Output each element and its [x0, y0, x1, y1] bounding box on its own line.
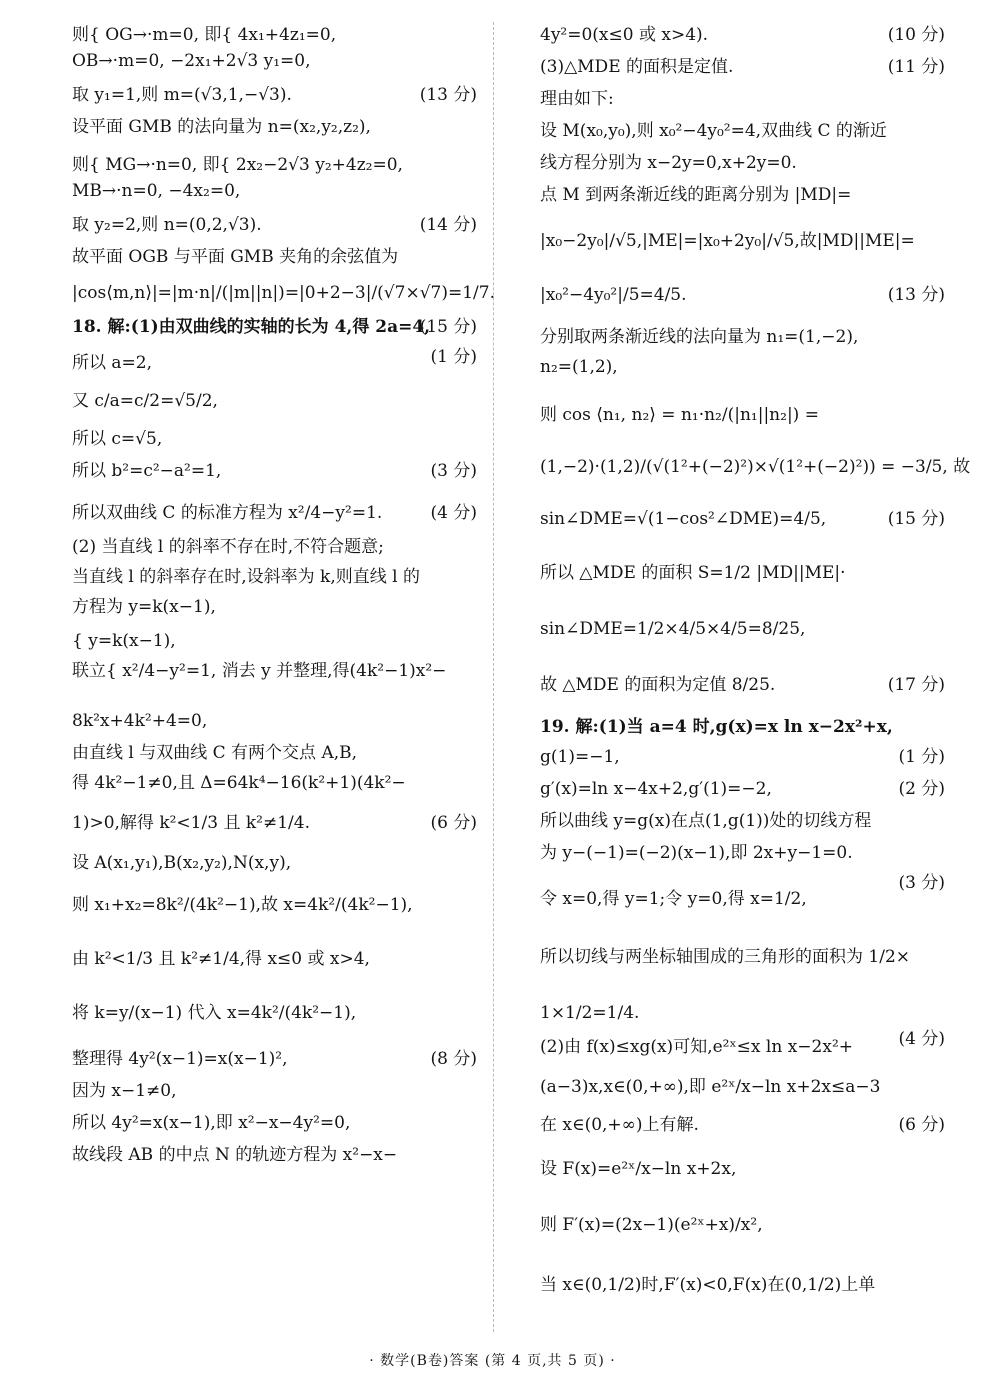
- text-line: [540, 808, 945, 834]
- score-label: (1 分): [430, 347, 477, 367]
- text-line: [72, 458, 477, 484]
- line-text: 1×1/2=1/4.: [540, 1003, 640, 1023]
- score-label: (1 分): [898, 747, 945, 767]
- text-line: [72, 350, 477, 376]
- text-line: [540, 714, 945, 740]
- text-line: [72, 314, 477, 340]
- line-text: 取 y₁=1,则 m=(√3,1,−√3).: [72, 85, 292, 105]
- line-text: 则 F′(x)=(2x−1)(e²ˣ+x)/x²,: [540, 1215, 763, 1235]
- line-text: 令 x=0,得 y=1;令 y=0,得 x=1/2,: [540, 889, 807, 909]
- line-text: 所以切线与两坐标轴围成的三角形的面积为 1/2×: [540, 947, 911, 967]
- line-text: sin∠DME=1/2×4/5×4/5=8/25,: [540, 619, 806, 639]
- text-line: [72, 22, 477, 48]
- line-text: 设平面 GMB 的法向量为 n=(x₂,y₂,z₂),: [72, 117, 371, 137]
- text-line: [540, 886, 945, 912]
- line-text: 当 x∈(0,1/2)时,F′(x)<0,F(x)在(0,1/2)上单: [540, 1275, 876, 1295]
- score-label: (4 分): [430, 503, 477, 523]
- line-text: 故 △MDE 的面积为定值 8/25.: [540, 675, 776, 695]
- line-text: (a−3)x,x∈(0,+∞),即 e²ˣ/x−ln x+2x≤a−3: [540, 1077, 881, 1097]
- score-label: (3 分): [430, 461, 477, 481]
- text-line: [540, 1074, 945, 1100]
- text-line: [72, 388, 477, 414]
- text-line: [72, 244, 477, 270]
- text-line: [72, 810, 477, 836]
- score-label: (10 分): [887, 25, 945, 45]
- score-label: (6 分): [898, 1115, 945, 1135]
- text-line: [72, 500, 477, 526]
- line-text: 所以 a=2,: [72, 353, 153, 373]
- text-line: [540, 672, 945, 698]
- text-line: [72, 1000, 477, 1026]
- line-text: 8k²x+4k²+4=0,: [72, 711, 208, 731]
- text-line: [540, 402, 945, 428]
- line-text: 设 F(x)=e²ˣ/x−ln x+2x,: [540, 1159, 737, 1179]
- text-line: [540, 944, 945, 970]
- text-line: [540, 1212, 945, 1238]
- line-text: 在 x∈(0,+∞)上有解.: [540, 1115, 699, 1135]
- text-line: [540, 506, 945, 532]
- line-text: (2)由 f(x)≤xg(x)可知,e²ˣ≤x ln x−2x²+: [540, 1037, 853, 1057]
- score-label: (13 分): [887, 285, 945, 305]
- line-text: 19. 解:(1)当 a=4 时,g(x)=x ln x−2x²+x,: [540, 717, 893, 737]
- line-text: 点 M 到两条渐近线的距离分别为 |MD|=: [540, 185, 852, 205]
- text-line: [72, 426, 477, 452]
- score-label: (14 分): [419, 215, 477, 235]
- score-label: (3 分): [898, 873, 945, 893]
- text-line: [540, 560, 945, 586]
- line-text: MB→·n=0, −4x₂=0,: [72, 181, 241, 201]
- line-text: g′(x)=ln x−4x+2,g′(1)=−2,: [540, 779, 772, 799]
- text-line: [72, 594, 477, 620]
- text-line: [540, 1112, 945, 1138]
- line-text: 方程为 y=k(x−1),: [72, 597, 216, 617]
- line-text: OB→·m=0, −2x₁+2√3 y₁=0,: [72, 51, 311, 71]
- line-text: sin∠DME=√(1−cos²∠DME)=4/5,: [540, 509, 827, 529]
- line-text: 联立{ x²/4−y²=1, 消去 y 并整理,得(4k²−1)x²−: [72, 661, 447, 681]
- line-text: 线方程分别为 x−2y=0,x+2y=0.: [540, 153, 797, 173]
- text-line: [72, 114, 477, 140]
- line-text: (3)△MDE 的面积是定值.: [540, 57, 734, 77]
- text-line: [540, 1034, 945, 1060]
- text-line: [72, 628, 477, 654]
- text-line: [540, 118, 945, 144]
- line-text: 所以 △MDE 的面积 S=1/2 |MD||ME|·: [540, 563, 846, 583]
- line-text: 当直线 l 的斜率存在时,设斜率为 k,则直线 l 的: [72, 567, 421, 587]
- line-text: 设 A(x₁,y₁),B(x₂,y₂),N(x,y),: [72, 853, 292, 873]
- line-text: 则{ OG→·m=0, 即{ 4x₁+4z₁=0,: [72, 25, 337, 45]
- text-line: [72, 534, 477, 560]
- text-line: [72, 1046, 477, 1072]
- column-divider: [493, 22, 494, 1332]
- line-text: 则{ MG→·n=0, 即{ 2x₂−2√3 y₂+4z₂=0,: [72, 155, 403, 175]
- text-line: [540, 86, 945, 112]
- line-text: |cos⟨m,n⟩|=|m·n|/(|m||n|)=|0+2−3|/(√7×√7)=1/7.: [72, 283, 495, 303]
- left-column: [72, 22, 495, 1168]
- text-line: [540, 840, 945, 866]
- line-text: 故线段 AB 的中点 N 的轨迹方程为 x²−x−: [72, 1145, 398, 1165]
- text-line: [72, 82, 477, 108]
- line-text: 所以 4y²=x(x−1),即 x²−x−4y²=0,: [72, 1113, 351, 1133]
- text-line: [72, 740, 477, 766]
- score-label: (17 分): [887, 675, 945, 695]
- line-text: 由直线 l 与双曲线 C 有两个交点 A,B,: [72, 743, 358, 763]
- text-line: [72, 280, 495, 306]
- line-text: 则 x₁+x₂=8k²/(4k²−1),故 x=4k²/(4k²−1),: [72, 895, 413, 915]
- text-line: [540, 354, 945, 380]
- score-label: (15 分): [887, 509, 945, 529]
- line-text: 4y²=0(x≤0 或 x>4).: [540, 25, 709, 45]
- text-line: [540, 616, 945, 642]
- text-line: [540, 454, 971, 480]
- score-label: (15 分): [419, 317, 477, 337]
- text-line: [72, 892, 477, 918]
- text-line: [540, 324, 945, 350]
- text-line: [72, 1078, 477, 1104]
- text-line: [540, 744, 945, 770]
- line-text: 所以 c=√5,: [72, 429, 163, 449]
- line-text: (1,−2)·(1,2)/(√(1²+(−2)²)×√(1²+(−2)²)) = −3/5, 故: [540, 457, 971, 477]
- text-line: [72, 1142, 477, 1168]
- line-text: |x₀²−4y₀²|/5=4/5.: [540, 285, 687, 305]
- text-line: [72, 850, 477, 876]
- line-text: |x₀−2y₀|/√5,|ME|=|x₀+2y₀|/√5,故|MD||ME|=: [540, 231, 915, 251]
- line-text: 为 y−(−1)=(−2)(x−1),即 2x+y−1=0.: [540, 843, 853, 863]
- text-line: [540, 22, 945, 48]
- line-text: n₂=(1,2),: [540, 357, 618, 377]
- line-text: 所以 b²=c²−a²=1,: [72, 461, 222, 481]
- text-line: [72, 564, 477, 590]
- text-line: [72, 178, 477, 204]
- line-text: 因为 x−1≠0,: [72, 1081, 177, 1101]
- line-text: 整理得 4y²(x−1)=x(x−1)²,: [72, 1049, 288, 1069]
- text-line: [72, 212, 477, 238]
- text-line: [540, 228, 945, 254]
- text-line: [540, 54, 945, 80]
- text-line: [72, 946, 477, 972]
- line-text: 1)>0,解得 k²<1/3 且 k²≠1/4.: [72, 813, 310, 833]
- line-text: 由 k²<1/3 且 k²≠1/4,得 x≤0 或 x>4,: [72, 949, 370, 969]
- text-line: [540, 150, 945, 176]
- line-text: 18. 解:(1)由双曲线的实轴的长为 4,得 2a=4,: [72, 317, 431, 337]
- line-text: 设 M(x₀,y₀),则 x₀²−4y₀²=4,双曲线 C 的渐近: [540, 121, 887, 141]
- text-line: [540, 776, 945, 802]
- line-text: 故平面 OGB 与平面 GMB 夹角的余弦值为: [72, 247, 399, 267]
- text-line: [540, 1000, 945, 1026]
- page-footer: · 数学(B卷)答案 (第 4 页,共 5 页) ·: [369, 1353, 616, 1369]
- line-text: 理由如下:: [540, 89, 614, 109]
- text-line: [72, 708, 477, 734]
- score-label: (11 分): [887, 57, 945, 77]
- line-text: g(1)=−1,: [540, 747, 620, 767]
- line-text: 分别取两条渐近线的法向量为 n₁=(1,−2),: [540, 327, 859, 347]
- score-label: (2 分): [898, 779, 945, 799]
- score-label: (8 分): [430, 1049, 477, 1069]
- text-line: [540, 1156, 945, 1182]
- text-line: [72, 1110, 477, 1136]
- line-text: { y=k(x−1),: [72, 631, 176, 651]
- text-line: [72, 770, 477, 796]
- text-line: [540, 182, 945, 208]
- right-column: [540, 22, 971, 1298]
- text-line: [72, 48, 477, 74]
- line-text: 取 y₂=2,则 n=(0,2,√3).: [72, 215, 262, 235]
- text-line: [72, 658, 477, 684]
- line-text: 则 cos ⟨n₁, n₂⟩ = n₁·n₂/(|n₁||n₂|) =: [540, 405, 819, 425]
- score-label: (4 分): [898, 1029, 945, 1049]
- line-text: 将 k=y/(x−1) 代入 x=4k²/(4k²−1),: [72, 1003, 357, 1023]
- score-label: (6 分): [430, 813, 477, 833]
- score-label: (13 分): [419, 85, 477, 105]
- line-text: 又 c/a=c/2=√5/2,: [72, 391, 218, 411]
- text-line: [72, 152, 477, 178]
- line-text: 所以曲线 y=g(x)在点(1,g(1))处的切线方程: [540, 811, 872, 831]
- line-text: 所以双曲线 C 的标准方程为 x²/4−y²=1.: [72, 503, 383, 523]
- line-text: (2) 当直线 l 的斜率不存在时,不符合题意;: [72, 537, 384, 557]
- text-line: [540, 282, 945, 308]
- line-text: 得 4k²−1≠0,且 Δ=64k⁴−16(k²+1)(4k²−: [72, 773, 406, 793]
- text-line: [540, 1272, 945, 1298]
